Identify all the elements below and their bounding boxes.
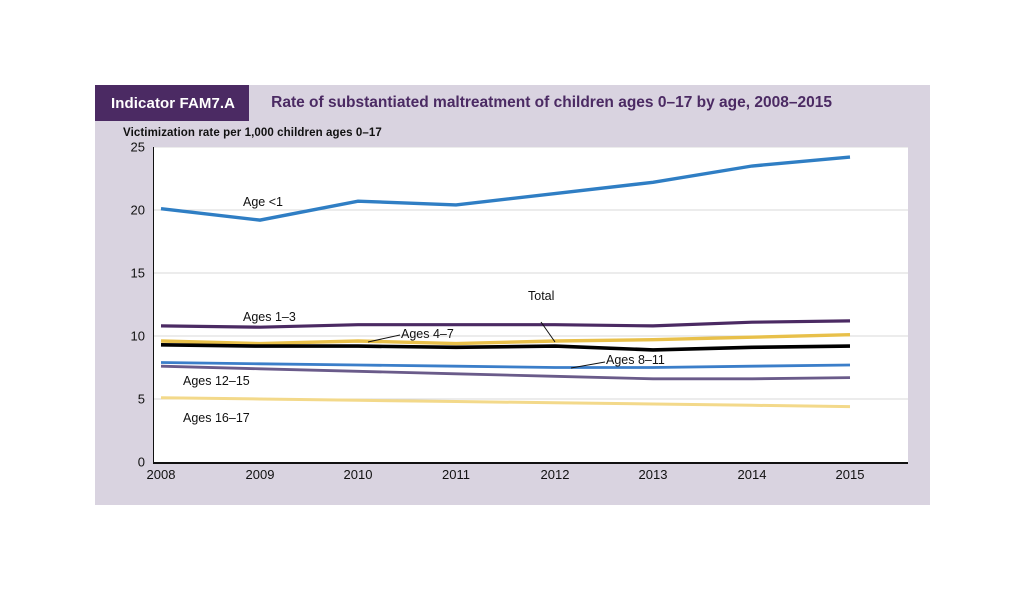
plot-area (130, 139, 908, 482)
series-label-total: Total (528, 289, 555, 303)
y-tick-5: 5 (137, 391, 145, 407)
x-tick-2012: 2012 (540, 467, 570, 482)
x-tick-2014: 2014 (737, 467, 767, 482)
y-tick-0: 0 (137, 454, 145, 470)
series-label-ages-1-3: Ages 1–3 (243, 310, 296, 324)
x-axis-line (153, 462, 908, 464)
series-line-age-under-1 (161, 157, 850, 220)
series-line-ages-8-11 (161, 363, 850, 368)
x-tick-2010: 2010 (343, 467, 373, 482)
series-label-ages-8-11: Ages 8–11 (606, 353, 665, 367)
series-label-ages-12-15: Ages 12–15 (183, 374, 250, 388)
series-label-ages-4-7: Ages 4–7 (401, 327, 454, 341)
y-axis-line (153, 147, 154, 462)
indicator-tag: Indicator FAM7.A (95, 85, 249, 121)
page-title: Rate of substantiated maltreatment of children ages 0–17 by age, 2008–2015 (271, 94, 832, 111)
x-tick-2008: 2008 (146, 467, 176, 482)
series-label-age-under-1: Age <1 (243, 195, 283, 209)
x-tick-2015: 2015 (835, 467, 865, 482)
series-line-total (161, 345, 850, 350)
y-tick-15: 15 (130, 265, 145, 281)
y-tick-10: 10 (130, 328, 145, 344)
x-tick-2013: 2013 (638, 467, 668, 482)
y-tick-20: 20 (130, 202, 145, 218)
x-tick-2009: 2009 (245, 467, 275, 482)
y-tick-25: 25 (130, 139, 145, 155)
series-label-ages-16-17: Ages 16–17 (183, 411, 250, 425)
figure-panel (95, 85, 930, 505)
x-tick-2011: 2011 (442, 467, 470, 482)
gridlines (153, 147, 908, 399)
y-axis-label: Victimization rate per 1,000 children ages 0–17 (123, 127, 382, 139)
chart-header (95, 85, 930, 121)
